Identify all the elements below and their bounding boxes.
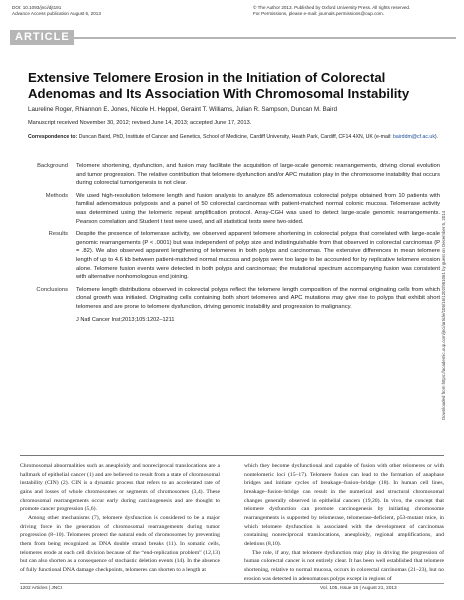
download-watermark — [441, 200, 449, 420]
body-column-left — [20, 462, 220, 575]
advance-access-line: Advance Access publication August 5, 2013 — [12, 10, 101, 16]
abstract-text: Despite the presence of telomerase activity, we observed apparent telomere shortening in colorectal polyps that correlated with large-scale genomic rearrangements (P < .0001) but was independent of polyp size and indistinguishable from that observed in colorectal carcinomas (P = .82). We also observed apparent lengthening of telomeres in both polyps and carcinomas. The extensive differences in mean telomere length of up to 4.6 kb between patient-matched normal mucosa and polyps were too large to be accounted for by replicative telomere erosion alone. Telomere fusion events were detected in both polyps and carcinomas; the mutational spectrum accompanying fusion was consistent with alternative nonhomologous end joining. — [76, 231, 440, 281]
footer-page-info: 1202 Articles | JNCI — [20, 586, 63, 591]
body-paragraph: Among other mechanisms (7), telomere dysfunction is considered to be a major driving force in the generation of chromosomal rearrangements during tumor progression (8–10). Telomeres protect the natural ends of chromosomes by preventing them from being recognized as DNA double strand breaks (11). In somatic cells, telomeres erode at each cell division because of the “end-replication problem” (12,13) but can also shorten as a consequence of stochastic deletion events (14). In the absence of fully functional DNA damage checkpoints, telomeres can shorten to a length at — [20, 514, 220, 573]
abstract-label: Conclusions — [36, 286, 68, 293]
copyright-block — [253, 5, 410, 16]
abstract-conclusions — [20, 286, 440, 312]
manuscript-dates: Manuscript received November 30, 2012; revised June 14, 2013; accepted June 17, 2013. — [28, 120, 252, 126]
email-prefix: (e-mail: — [374, 134, 394, 140]
paper-title: Extensive Telomere Erosion in the Initiation of Colorectal Adenomas and Its Association With Chromosomal Instability — [28, 70, 410, 101]
abstract-text: Telomere shortening, dysfunction, and fusion may facilitate the acquisition of large-scale genomic rearrangements, driving clonal evolution and tumor progression. The relative contribution that telomere dysfunction and/or APC mutation play in the chromosome instability that occurs during colorectal tumorigenesis is not clear. — [76, 163, 440, 187]
abstract — [20, 162, 440, 324]
author-list: Laureline Roger, Rhiannon E. Jones, Nicole H. Heppel, Geraint T. Williams, Julian R. Sampson, Duncan M. Baird — [28, 106, 338, 113]
abstract-label: Background — [37, 163, 68, 169]
journal-citation: J Natl Cancer Inst;2013;105:1202–1211 — [76, 316, 175, 323]
correspondence — [28, 134, 440, 141]
abstract-text: Telomere length distributions observed in colorectal polyps reflect the telomere length composition of the normal originating cells from which clonal growth was initiated. Originating cells containing both short telomeres and APC mutations may give rise to polyps that exhibit short telomeres and are prone to telomere dysfunction, driving genomic instability and progression to malignancy. — [76, 286, 440, 310]
correspondence-address: Duncan Baird, PhD, Institute of Cancer and Genetics, School of Medicine, Cardiff University, Heath Park, Cardiff, CF14 4XN, UK — [78, 134, 373, 140]
abstract-label: Methods — [45, 192, 68, 199]
doi-block — [12, 5, 101, 16]
abstract-methods — [20, 192, 440, 226]
body-column-right — [244, 462, 444, 583]
email-suffix: ). — [434, 134, 439, 140]
abstract-background — [20, 162, 440, 188]
download-watermark-text: Downloaded from https://academic.oup.com/jnci/article/105/16/1202/951061 by guest on December 5, 2014 — [441, 210, 446, 420]
body-paragraph: Chromosomal abnormalities such as aneuploidy and nonreciprocal translocations are a hallmark of epithelial cancer (1) and are believed to result from a state of chromosomal instability (CIN) (2). CIN is a dynamic process that refers to an accelerated rate of gains and losses of whole chromosomes or segments of chromosomes (3,4). These chromosomal rearrangements occur early during carcinogenesis and are thought to promote cancer progression (5,6). — [20, 463, 220, 513]
footer-issue-info: Vol. 105, Issue 16 | August 21, 2013 — [320, 586, 397, 591]
body-paragraph: The role, if any, that telomere dysfunction may play in driving the progression of human colorectal cancer is not entirely clear. It has been well established that telomere shortening, relative to normal mucosa, occurs in colorectal carcinomas (21–23), but no erosion was detected in adenomatous polyps except in regions of — [244, 549, 444, 582]
copyright-line: © The Author 2013. Published by Oxford University Press. All rights reserved. — [253, 5, 411, 10]
abstract-text: We used high-resolution telomere length and fusion analysis to analyze 85 adenomatous colorectal polyps obtained from 10 patients with familial adenomatous polyposis and a panel of 50 colorectal carcinomas with patient-matched normal colonic mucosa. Telomerase activity was determined using the telomeric repeat amplification protocol. Array-CGH was used to detect large-scale genomic rearrangements. Pearson correlation and Student t test were used, and all statistical tests were two-sided. — [76, 192, 440, 225]
abstract-results — [20, 230, 440, 282]
abstract-label: Results — [48, 231, 68, 238]
email-link[interactable]: bairddm@cf.ac.uk — [393, 134, 435, 140]
body-paragraph: which they become dysfunctional and capable of fusion with other telomeres or with nontelomeric loci (15–17). Telomere fusion can lead to the formation of anaphase bridges and initiate cycles of breakage–fusion–bridge (18). In human cell lines, breakage–fusion–bridge can result in the numerical and structural chromosomal changes generally observed in epithelial cancers (19,20). In vivo, the concept that telomere dysfunction can promote carcinogenesis by initiating chromosome rearrangements is supported by telomerase, telomerase-deficient, p53-mutant mice, in which telomere dysfunction is associated with the development of carcinomas containing nonreciprocal translocations, aneuploidy, regional amplifications, and deletions (8,10). — [244, 463, 444, 547]
doi-line: DOI: 10.1093/jnci/djt191 — [12, 5, 62, 10]
article-type-tag: ARTICLE — [10, 30, 74, 45]
footer-rule — [20, 583, 444, 584]
header-rule — [74, 37, 456, 39]
correspondence-label: Correspondence to: — [28, 134, 78, 140]
permissions-line: For Permissions, please e-mail: journals.permissions@oup.com. — [253, 10, 385, 16]
abstract-divider — [20, 455, 444, 456]
